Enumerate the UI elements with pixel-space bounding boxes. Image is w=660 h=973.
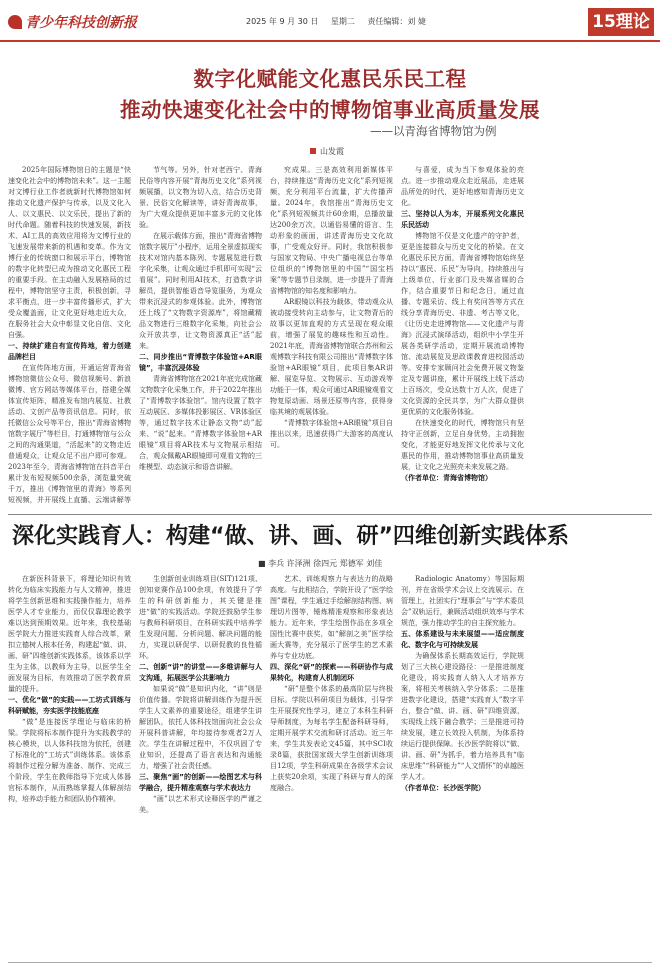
article1-paragraph: 在快速变化的时代，博物馆只有坚持守正创新，立足自身优势，主动拥抱变化，才能更好地发挥文化传承与文化惠民的作用，推动博物馆事业高质量发展，让文化之光照亮未来发展之路。	[401, 419, 524, 471]
article1-paragraph: “青博数字体验馆+AR眼镜”项目自推出以来，迅速获得广大游客的高度认可。	[270, 419, 393, 449]
article1-paragraph: 在展示载体方面，推出“青海省博物馆数字展厅”小程序，运用全景虚拟现实技术对馆内基本陈列、专题展览进行数字化采集，让观众通过手机即可实现“云看展”。同时利用AI技术，打造数字讲解员，提供智能语音导览服务，为观众带来沉浸式的参观体验。此外，博物馆还上线了“文物数字资源库”，将馆藏精品文物进行三维数字化采集，向社会公众开放共享，让文物资源真正“活”起来。	[139, 232, 262, 350]
article1-section-heading: 二、同步推出“青博数字体验馆+AR眼镜”，丰富沉浸体验	[139, 353, 262, 372]
article1-title-line2: 推动快速变化社会中的博物馆事业高质量发展	[120, 98, 540, 122]
article1-paragraph: 究成果。三是高效利用新媒体平台，持续推送“青海历史文化”系列短视频，充分利用平台流量，扩大传播声量。2024年，我馆推出“青海历史文化”系列短视频共计60余期，总播放量达200余万次，以通俗易懂的语言、生动形象的画面，讲述青海历史文化故事，广受观众好评。同时，我馆积极参与国家文物局、中央广播电视总台等单位组织的“博物馆里的中国”“国宝档案”等专题节目录制，进一步提升了青海省博物馆的知名度和影响力。	[270, 166, 393, 295]
issue-date: 2025 年 9 月 30 日	[246, 17, 319, 26]
article1-body	[8, 165, 524, 507]
page-section-tag: 15理论	[588, 8, 654, 36]
article1-paragraph: 节气等。另外，针对老西宁、青海民俗等内容开展“青海历史文化”系列视频展播，以文物为切入点，结合历史背景、民俗文化解读等，讲好青海故事，为广大观众提供更加丰富多元的文化体验。	[139, 166, 262, 229]
article1-section-heading: 一、持续扩建自有宣传阵地，着力创建品牌栏目	[8, 342, 131, 361]
article2-paragraph: 艺术、训练观察力与表达力的战略高度。与此相结合，学院开设了“医学绘图”课程，学生通过手绘解剖结构图、病理切片图等，锤炼精准观察和形象表达能力。近年来，学生绘图作品在多项全国性比赛中获奖，如“解剖之美”医学绘画大赛等，充分展示了医学生的艺术素养与专业功底。	[270, 575, 393, 660]
article2-paragraph: 在新医科背景下，将理论知识有效转化为临床实践能力与人文精神，推进将学生创新思维和实践操作能力，培养医学人才专业能力，而仅仅靠理论教学难以达到预期效果。近年来，我校基础医学院大力推进实践育人综合改革，紧扣立德树人根本任务，构建起“做、讲、画、研”四维创新实践体系，该体系以学生为主体，以教师为主导，以医学生全面发展为目标，有效推动了医学教育质量的提升。	[8, 575, 131, 693]
article1-paragraph: AR眼镜以科技为载体，带动观众从被动接受转向主动参与，让文物背后的故事以更加直观的方式呈现在观众眼前，增强了展览的趣味性和互动性。2021年底，青海省博物馆联合苏州和云观博数字科技有限公司推出“青博数字体验馆+AR眼镜”项目，此项目集AR讲解、展览导览、文物展示、互动游戏等功能于一体，观众可通过AR眼镜观看文物复原动画、场景还原等内容，获得身临其境的观展体验。	[270, 298, 393, 416]
article2-title: 深化实践育人：构建“做、讲、画、研”四维创新实践体系	[12, 524, 569, 549]
article1-paragraph: 2025年国际博物馆日的主题是“快速变化社会中的博物馆未来”。这一主题对文博行业工作者就新时代博物馆如何推动文化遗产保护与传承，以及文化入人、以文惠民、以文乐民，提出了新的时代命题。随着科技的快速发展，新技术、AI工具的高效应用将为文博行业的飞速发展带来新的机遇和变革。作为文博行业的传统窗口和展示平台，博物馆的数字化转型已成为推动文化惠民工程的重要手段。在主动融入发展格局的过程中，博物馆坚守主责，积极创新，寻求平衡点，进一步丰富传播形式，扩大受众覆盖面，让文化更好地走近大众，在服务社会大众中彰显文化自信、文化自强。	[8, 166, 131, 339]
article1-paragraph: 在宣传阵地方面，开通运营青海省博物馆微信公众号、微信视频号、新浪微博、官方网站等媒体平台，搭建全媒体宣传矩阵，精准发布馆内展览、社教活动、文创产品等资讯信息。同时，依托微信公众号等平台，推出“青海省博物馆数字展厅”等栏目，打通博物馆与公众之间的沟通渠道，“活起来”的文物走近普通观众，让观众足不出户即可参观。2023年至今，青海省博物馆在抖音平台累计发布短视频500余条，浏览量突破千万，推出《博物馆里的青海》等系列短视频，并开展线上直播、云端讲解等	[8, 364, 131, 504]
article2-paragraph: 如果说“做”是知识内化，“讲”则是价值传播。学院将讲解训练作为提升医学生人文素养的重要途径，组建学生讲解团队，依托人体科技馆面向社会公众开展科普讲解，年均接待参观者2万人次。学生在讲解过程中，不仅巩固了专业知识，还提高了语言表达和沟通能力，增强了社会责任感。	[139, 685, 262, 770]
logo-text: 青少年科技创新报	[25, 15, 137, 31]
article1-byline	[310, 146, 344, 157]
responsible-editor: 责任编辑：刘 婕	[367, 17, 426, 26]
byline-marker-icon	[310, 148, 316, 154]
article2-author-affiliation: （作者单位：长沙医学院）	[401, 784, 485, 792]
article2-body	[8, 574, 524, 958]
article1-column-4	[401, 165, 524, 507]
article1-section-heading: 三、坚持以人为本，开展系列文化惠民乐民活动	[401, 210, 524, 229]
article1-paragraph: 与喜爱，成为当下参观体验的亮点。进一步推动观众走近展品，走进展品所处的时代，更好地感知青海历史文化。	[401, 166, 524, 207]
article1-subtitle: ——以青海省博物馆为例	[370, 124, 497, 138]
logo-icon	[8, 15, 22, 29]
article1-column-1	[8, 165, 131, 507]
article1-column-3	[270, 165, 393, 507]
article2-section-heading: 二、创新“讲”的讲堂——多维讲解与人文沟通，拓展医学公共影响力	[139, 663, 262, 682]
article1-paragraph: 博物馆不仅是文化遗产的守护者，更是连接群众与历史文化的桥梁。在文化惠民乐民方面，青海省博物馆始终坚持以“惠民、乐民”为导向，持续推出与上级单位、行业部门及央媒省媒的合作，结合重要节日和纪念日，通过直播、专题采访、线上有奖问答等方式在线分享青海历史、非遗、考古等文化，《让历史走进博物馆——文化遗产与青海》沉浸式演绎活动，组织中小学生开展各类研学活动，定期开展流动博物馆、流动展览及思政课教育进校园活动等。安排专家顾问社会免费开展文物鉴定及专题讲座，累计开展线上线下活动上百场次，受众达数十万人次，促进了文化资源的全民共享，为广大群众提供更优质的文化服务体验。	[401, 232, 524, 416]
article2-column-1	[8, 574, 131, 958]
section-divider	[8, 514, 652, 515]
article1-column-2	[139, 165, 262, 507]
masthead	[0, 0, 660, 44]
article1-title-line1: 数字化赋能文化惠民乐民工程	[193, 67, 467, 91]
article2-column-3	[270, 574, 393, 958]
article2-paragraph: “画”以艺术形式诠释医学的严谨之美。	[139, 795, 262, 814]
article2-column-2	[139, 574, 262, 958]
article1-author: 山发霞	[320, 147, 344, 156]
article2-paragraph: 生创新创业训练项目(SIT)121项、创知竞赛作品100余项，有效提升了学生的科研创新能力，其关键是推进“做”的实践活动。学院还鼓励学生参与教师科研项目，在科研实践中培养学生发现问题、分析问题、解决问题的能力，实现以研促学、以研促教的良性循环。	[139, 575, 262, 660]
article2-paragraph: Radiologic Anatomy）等国际期刊，并在省级学术会议上交流展示。在管理上，社团实行“理事会”与“学术委员会”双轨运行，兼顾活动组织效率与学术规范，强力推动学生的自主探究能力。	[401, 575, 524, 627]
bottom-divider	[8, 962, 652, 963]
issue-weekday: 星期二	[330, 17, 355, 26]
article1-paragraph: 青海省博物馆在2021年底完成馆藏文物数字化采集工作，并于2022年推出了“青博数字体验馆”。馆内设置了数字互动展区、多媒体投影展区、VR体验区等，通过数字技术让静态文物“动”起来、“说”起来。“青博数字体验馆+AR眼镜”项目将AR技术与文物展示相结合，观众佩戴AR眼镜即可观看文物的三维模型、动态演示和语音讲解。	[139, 375, 262, 471]
article2-paragraph: “研”是整个体系的最高阶层与终极目标。学院以科研项目为载体，引导学生开展探究性学习，建立了本科生科研导师制度，为每名学生配备科研导师，定期开展学术交流和研讨活动。近三年来，学生共发表论文45篇，其中SCI收录8篇，获批国家级大学生创新训练项目12项，学生科研成果在各级学术会议上获奖20余项，实现了科研与育人的深度融合。	[270, 685, 393, 792]
article2-paragraph: 为确保体系长期高效运行，学院规划了三大核心建设路径：一是推进制度化建设，将实践育人纳入人才培养方案，将相关考核纳入学分体系；二是推进数字化建设，搭建“实践育人”数字平台，整合“做、讲、画、研”四维资源，实现线上线下融合教学；三是推进可持续发展，建立长效投入机制，为体系持续运行提供保障。长沙医学院将以“做、讲、画、研”为抓手，着力培养具有“临床思维”“科研能力”“人文情怀”的卓越医学人才。	[401, 652, 524, 781]
article2-byline: ■ 李兵 许泽洲 徐四元 郑德军 刘佳	[258, 559, 383, 568]
article2-column-4	[401, 574, 524, 958]
header-meta	[246, 16, 436, 27]
article2-section-heading: 四、深化“研”的探索——科研协作与成果转化，构建育人机制闭环	[270, 663, 393, 682]
article2-section-heading: 三、聚焦“画”的创新——绘图艺术与科学融合，提升精准观察与学术表达力	[139, 773, 262, 792]
newspaper-logo	[8, 12, 137, 32]
top-divider	[0, 40, 660, 42]
article1-author-affiliation: （作者单位：青海省博物馆）	[401, 474, 492, 482]
article2-section-heading: 五、体系建设与未来展望——适应制度化、数字化与可持续发展	[401, 630, 524, 649]
article2-section-heading: 一、优化“做”的实践——工坊式训练与科研赋能，夯实医学技能底座	[8, 696, 131, 715]
article2-paragraph: “做”是连接医学理论与临床的桥梁。学院将标本制作提升为实践教学的核心模块，以人体科技馆为依托，创建了标准化的“工坊式”训练体系。该体系将制作过程分解为准备、制作、完成三个阶段，学生在教师指导下完成人体器官标本制作，从而熟练掌握人体解剖结构，培养动手能力和团队协作精神。	[8, 718, 131, 803]
